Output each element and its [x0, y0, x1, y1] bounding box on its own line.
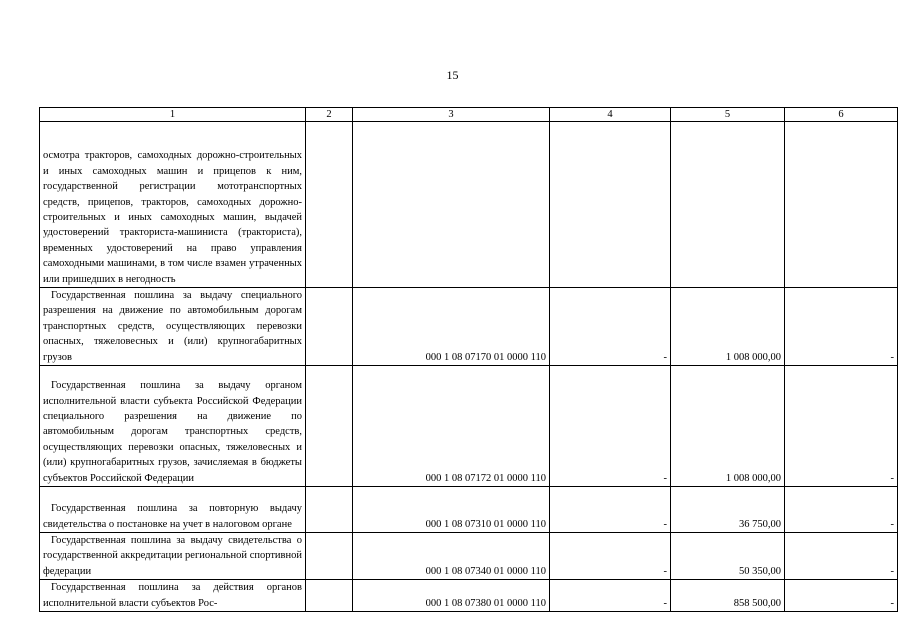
revenue-name-cell	[40, 580, 306, 612]
column-2-cell	[306, 580, 353, 612]
revenue-name-text: Государственная пошлина за выдачу специального разрешения на движение по автомобильным дорогам транспортных средств, осуществляющих перевозки опасных, тяжеловесных и (или) крупногабаритных грузов	[43, 290, 302, 363]
column-header-3: 3	[353, 108, 550, 122]
amount-cell: 858 500,00	[671, 580, 785, 612]
column-4-cell	[550, 122, 671, 288]
table-row	[40, 533, 898, 580]
amount-cell: 36 750,00	[671, 487, 785, 533]
table-header-row	[40, 108, 898, 122]
column-4-cell: -	[550, 580, 671, 612]
table-row	[40, 122, 898, 288]
column-6-cell: -	[785, 487, 898, 533]
budget-code-cell: 000 1 08 07172 01 0000 110	[353, 366, 550, 487]
column-2-cell	[306, 122, 353, 288]
column-6-cell	[785, 122, 898, 288]
budget-code-cell: 000 1 08 07170 01 0000 110	[353, 288, 550, 366]
column-6-cell: -	[785, 533, 898, 580]
table-row	[40, 487, 898, 533]
column-4-cell: -	[550, 366, 671, 487]
revenue-name-cell	[40, 122, 306, 288]
column-2-cell	[306, 288, 353, 366]
column-4-cell: -	[550, 487, 671, 533]
column-2-cell	[306, 487, 353, 533]
column-header-4: 4	[550, 108, 671, 122]
column-4-cell: -	[550, 288, 671, 366]
table-row	[40, 366, 898, 487]
revenue-name-cell	[40, 288, 306, 366]
budget-code-cell: 000 1 08 07310 01 0000 110	[353, 487, 550, 533]
revenue-name-cell	[40, 366, 306, 487]
budget-code-cell: 000 1 08 07380 01 0000 110	[353, 580, 550, 612]
table-row	[40, 580, 898, 612]
revenue-name-text: Государственная пошлина за действия органов исполнительной власти субъектов Рос-	[43, 582, 302, 609]
revenue-name-text: Государственная пошлина за повторную выдачу свидетельства о постановке на учет в налоговом органе	[43, 503, 302, 530]
column-header-6: 6	[785, 108, 898, 122]
column-2-cell	[306, 366, 353, 487]
column-2-cell	[306, 533, 353, 580]
column-4-cell: -	[550, 533, 671, 580]
revenue-name-text: осмотра тракторов, самоходных дорожно-строительных и иных самоходных машин и прицепов к ним, государственной регистрации мототранспортных средств, прицепов, тракторов, самоходных дорожно-строительных и иных самоходных машин, выдачей удостоверений тракториста-машиниста (тракториста), временных удостоверений на право управления самоходными машинами, в том числе взамен утраченных или пришедших в негодность	[43, 150, 302, 285]
column-header-1: 1	[40, 108, 306, 122]
amount-cell	[671, 122, 785, 288]
column-6-cell: -	[785, 288, 898, 366]
revenue-name-text: Государственная пошлина за выдачу свидетельства о государственной аккредитации региональной спортивной федерации	[43, 535, 302, 577]
column-6-cell: -	[785, 366, 898, 487]
amount-cell: 50 350,00	[671, 533, 785, 580]
table-row	[40, 288, 898, 366]
budget-code-cell	[353, 122, 550, 288]
column-header-2: 2	[306, 108, 353, 122]
revenue-name-text: Государственная пошлина за выдачу органом исполнительной власти субъекта Российской Федерации специального разрешения на движение по автомобильным дорогам транспортных средств, осуществляющих перевозки опасных, тяжеловесных и (или) крупногабаритных грузов, зачисляемая в бюджеты субъектов Российской Федерации	[43, 380, 302, 484]
revenue-name-cell	[40, 487, 306, 533]
budget-code-cell: 000 1 08 07340 01 0000 110	[353, 533, 550, 580]
amount-cell: 1 008 000,00	[671, 366, 785, 487]
column-6-cell: -	[785, 580, 898, 612]
page-number: 15	[446, 68, 459, 82]
budget-revenue-table	[39, 107, 898, 612]
column-header-5: 5	[671, 108, 785, 122]
revenue-name-cell	[40, 533, 306, 580]
amount-cell: 1 008 000,00	[671, 288, 785, 366]
